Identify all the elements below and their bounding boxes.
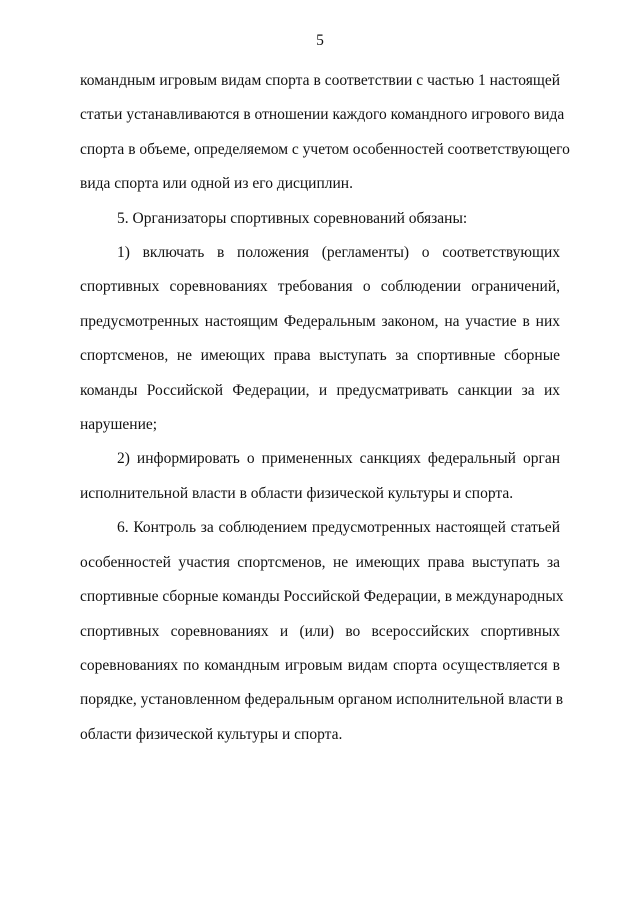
page-number: 5 xyxy=(316,32,324,49)
text-line: исполнительной власти в области физической культуры и спорта. xyxy=(80,484,514,502)
paragraph xyxy=(80,511,564,752)
document-body xyxy=(80,64,570,752)
paragraph xyxy=(80,236,560,442)
text-line: особенностей участия спортсменов, не имеющих права выступать за xyxy=(80,553,560,571)
text-line: 6. Контроль за соблюдением предусмотренных настоящей статьей xyxy=(117,519,560,537)
text-line: области физической культуры и спорта. xyxy=(80,725,343,743)
text-line: командным игровым видам спорта в соответствии с частью 1 настоящей xyxy=(80,72,560,89)
text-line: спортивных соревнованиях требования о соблюдении ограничений, xyxy=(80,278,560,296)
text-line: команды Российской Федерации, и предусматривать санкции за их xyxy=(80,381,560,399)
text-line: вида спорта или одной из его дисциплин. xyxy=(80,175,353,193)
text-line: соревнованиях по командным игровым видам спорта осуществляется в xyxy=(80,656,560,674)
text-line: 2) информировать о примененных санкциях федеральный орган xyxy=(117,450,560,468)
text-line: нарушение; xyxy=(80,416,158,434)
text-line: спортивных соревнованиях и (или) во всероссийских спортивных xyxy=(80,622,560,640)
paragraph xyxy=(80,64,570,202)
text-line: спортивные сборные команды Российской Федерации, в международных xyxy=(80,588,564,606)
text-line: порядке, установленном федеральным органом исполнительной власти в xyxy=(80,691,564,709)
paragraph xyxy=(80,442,560,511)
text-line: статьи устанавливаются в отношении каждого командного игрового вида xyxy=(80,106,565,124)
text-line: предусмотренных настоящим Федеральным законом, на участие в них xyxy=(80,312,560,330)
text-line: 5. Организаторы спортивных соревнований обязаны: xyxy=(117,209,468,227)
text-line: 1) включать в положения (регламенты) о соответствующих xyxy=(117,244,560,262)
text-line: спорта в объеме, определяемом с учетом особенностей соответствующего xyxy=(80,140,570,158)
paragraph xyxy=(80,202,560,236)
text-line: спортсменов, не имеющих права выступать за спортивные сборные xyxy=(80,347,560,365)
